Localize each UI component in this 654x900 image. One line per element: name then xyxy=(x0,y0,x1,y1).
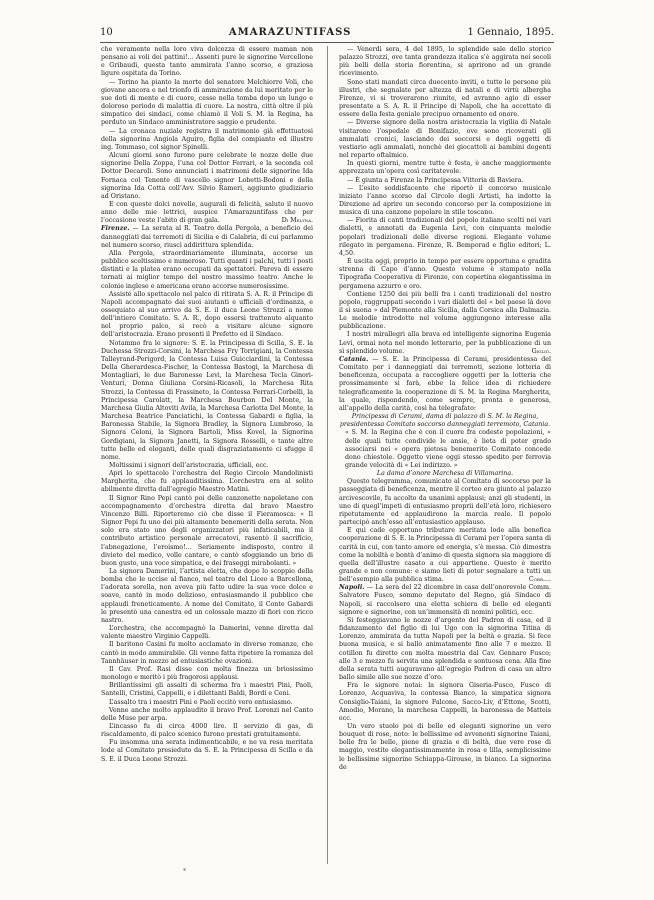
paragraph-text: E con queste dolci novelle, auguralì di felicità, saluto il nuovo anno delle mie lettrici, auspice l’Amarazuntifass che per l’occasione veste l’abito di gran gala. xyxy=(101,200,313,225)
right-column-paragraph xyxy=(339,429,551,470)
signature: Di Melyna. xyxy=(281,217,313,225)
paragraph-text: È uscita oggi, proprio in tempo per essere opportuna e gradita strenna di Capo d’anno. Questo volume è stampato nella Tipografia Cooperativa di Firenze, con copertina elegantissima in pergamena azzurro e oro. xyxy=(339,258,551,290)
left-column-paragraph xyxy=(101,79,313,128)
page-number: 10 xyxy=(100,27,113,38)
paragraph-text: Fra le signore notai: la signora Giseria-Fusco, Fusco di Lorenzo, Acquaviva, la contessa Bianco, la simpatica signora Consiglio-Taiani, la signore Falcone, Sacco-Liv, d’Ettone, Scotti, Amodio, Morano, la marchesa Cappelli, la baronessa de Matteis ecc. xyxy=(339,682,551,722)
left-column-paragraph xyxy=(101,340,313,462)
left-column-paragraph xyxy=(101,225,313,249)
right-column xyxy=(339,46,551,866)
paragraph-text: Alla Pergola, straordinariamente illuminata, accorse un pubblico sceltissimo e numeroso. Tutti quanti i palchi, tutti i posti distinti e la platea erano occupati da spettatori. Pareva di essere tornati ai miglior tempo del nostro massimo teatro. Anche le colonie inglese e americana erano accorse numerosissime. xyxy=(101,249,313,290)
paragraph-text: E qui cade opportuno tributare meritata lode alla benefica cooperazione di S. E. la Principessa di Cerami per l’opera santa di carità in cui, con tanto amore ed energia, s’è messa. Ciò dimostra come la nobiltà e bontà d’animo di questa signora sia maggiore di quella dell’illustre casato a cui appartiene. Questo è merito grande e non comune: e siamo lieti di poter segnalare a tutti un bell’esempio alla pubblica stima. xyxy=(339,527,551,584)
paragraph-text: Il baritono Casini fu molto acclamato in diverse romanze, che cantò in modo ammirabile. Gli venne fatta ripetere la romanza del Tannhäuser in mezzo ad entusiastiche ovazioni. xyxy=(101,641,313,665)
column-divider xyxy=(327,46,328,864)
left-column-paragraph xyxy=(101,723,313,739)
page-header xyxy=(100,27,554,41)
paragraph-text: Il Cav. Prof. Rasi disse con molta finezza un briosissimo monologo e meritò i più fragorosi applausi. xyxy=(101,665,313,682)
right-column-paragraph xyxy=(339,723,551,772)
paragraph-text: Un vero stuolo poi di belle ed eleganti signorine un vero bouquet di rose, noto: le bellissime ed avvenenti signorine Taiani, belle fra le belle, piene di grazia e di beltà, due vere rose di maggio, vestite elegantissimamente in rosa e lilla, semplicissime le bellissime signorine Schiappa-Girouse, in bianco. La signorina de xyxy=(339,722,551,771)
place-heading: Firenze. xyxy=(101,225,130,233)
left-column-paragraph xyxy=(101,739,313,763)
left-column-paragraph xyxy=(101,625,313,641)
paragraph-text: « S. M. la Regina che è con il cuore fra codeste popolazioni, « delle quali tutte condivide le ansie, è lieta di poter grado associarsi nei « opera pietosa benemerito Comitato concede dono chiestole. Oggetto viene oggi stesso spedito per ferrovia grande velocità di « Lei indirizzo. » xyxy=(345,429,551,469)
left-column-paragraph xyxy=(101,699,313,707)
right-column-paragraph xyxy=(339,217,551,258)
left-column-paragraph xyxy=(101,568,313,625)
footer-mark: * xyxy=(183,868,186,875)
paragraph-text: Fu insomma una serata indimenticabile, e ne va resa meritata lode al Comitato presieduto da S. E. la Principessa di Scilla e da S. E. il Duca Leone Strozzi. xyxy=(101,739,313,763)
paragraph-text: — Fiorita di canti tradizionali del popolo italiano scelti nei vari dialetti, e annotati da Eugenia Levi, con cinquanta melodie popolari tradizionali delle diverse regioni. Elegante volume rilegato in pergamena. Firenze, R. Bemporad e figlio editori; L. 4,50. xyxy=(339,217,551,257)
right-column-paragraph xyxy=(339,413,551,429)
left-column-paragraph xyxy=(101,462,313,470)
paragraph-text: — La sera del 22 dicembre in casa dell’onorevole Comm. Salvatore Fusco, sommo deputato del Regno, già Sindaco di Napoli, si raccolsero una eletta schiera di belle ed eleganti signore e signorine, con un’immensità di nomini politici, ecc. xyxy=(339,584,551,616)
issue-date: 1 Gennaio, 1895. xyxy=(467,27,554,38)
left-column-paragraph xyxy=(101,470,313,494)
place-heading: Catania. xyxy=(339,355,369,363)
right-column-paragraph xyxy=(339,527,551,584)
paragraph-text: Questo telegramma, comunicato al Comitato di soccorso per la passeggiata di beneficenza, mentre il corteo era giunto al palazzo arcivescovile, fu accolto da unanimi applausi; anzi gli studenti, in uno di quegl’impeti di entusiasmo proprii dell’età loro, richiesero ripetutamente ed applaudirono la marcia reale. Il popolo partecipò anch’esso all’entusiastico applauso. xyxy=(339,478,551,527)
right-column-paragraph xyxy=(339,478,551,527)
right-column-paragraph xyxy=(339,119,551,160)
place-heading: Napoli. xyxy=(339,584,365,592)
left-column-paragraph xyxy=(101,250,313,291)
paragraph-text: — Venerdì sera, 4 del 1895, lo splendide sale dello storico palazzo Strozzi, ove tanta grandezza italica s’è aggirata nei secoli più belli della storia fiorentina, si aprirono ad un grande ricevimento. xyxy=(339,46,551,78)
paragraph-text: che veramente nella loro viva dolcezza di essere maman non pensano ai voli dei pattini!... Assenti pure le signorine Vercellone e Gribaudi, questa tanto ammirata l’anno scorso, e graziosa ligure ospitata da Torino. xyxy=(101,46,313,78)
right-column-paragraph xyxy=(339,682,551,723)
paragraph-text: La dama d’onore Marchesa di Villamarina. xyxy=(376,470,514,478)
left-column-paragraph xyxy=(101,291,313,340)
paragraph-text: Assisté allo spettacolo nel palco di ritirata S. A. R. il Principe di Napoli accompagnato dai suoi aiutanti e ufficiali d’ordinanza, e ossequiato al suo arrivo da S. E. il duca Leone Strozzi a nome dell’intiero Comitato. S. A. R., dopo essersi trattenuto alquanto nel proprio palco, si recò a visitare alcune signore dell’aristocrazia. Erano presenti il Prefetto ed il Sindaco. xyxy=(101,290,313,339)
header-rule xyxy=(100,42,554,43)
paragraph-text: I nostri mirallegri alla brava ed intelligente signorina Eugenia Levi, ormai nota nel mondo letterario, per la pubblicazione di un sì splendido volume. xyxy=(339,331,551,355)
left-column-paragraph xyxy=(101,666,313,682)
paragraph-text: — La serata al R. Teatro della Pergola, a beneficio dei danneggiati dai terremoti di Sicilia e di Calabria, di cui parlammo nel numero scorso, riuscì addirittura splendida. xyxy=(101,225,313,249)
publication-title: AMARAZUNTIFASS xyxy=(228,27,352,38)
paragraph-text: L’orchestra, che accompagnò la Damerini, venne diretta dal valente maestro Virginio Cappelli. xyxy=(101,625,313,641)
paragraph-text: Alcuni giorni sono furono pure celebrate le nozze delle due signorine Della Zoppa, l’una col Dottor Ferrari, e la seconda col Dottor Decaroli. Sono annunciati i matrimoni delle signorine Ida Fornaca col Tenente di vascello signor Lobetti-Bodoni e della signorina Ida Cotta coll’Avv. Silvio Rameri, aggiunto giudiziario ad Oristano. xyxy=(101,152,313,200)
paragraph-text: Moltissimi i signori dell’aristocrazia, ufficiali, ecc. xyxy=(109,461,269,469)
left-column-paragraph xyxy=(101,641,313,665)
right-column-paragraph xyxy=(339,584,551,617)
right-column-paragraph xyxy=(339,160,551,176)
paragraph-text: — Torino ha pianto la morte del senatore Melchiorre Voli, che giovane ancora e nel trionfo di ammirazione da lui meritato per le sue doti di mente e di cuore, cesse nella tomba dopo un lungo e doloroso periodo di malattia di cuore. La nostra, città oltre il più simpatico dei sindaci, come chiamò il Voli S. M. la Regina, ha perduto un Sindaco amministratore saggio e prudente. xyxy=(101,78,313,127)
paragraph-text: — È giunta a Firenze la Principessa Vittoria di Baviera. xyxy=(347,176,524,184)
paragraph-text: Venne anche molto applaudito il bravo Prof. Lorenzi nel Canto delle Muse per arpa. xyxy=(101,706,313,722)
paragraph-text: — La cronaca nuziale registra il matrimonio già effettuatosi della signorina Angiola Aguiro, figlia del compianto ed illustre ing. Tommaso, col signor Spinelli. xyxy=(101,127,313,151)
right-column-paragraph xyxy=(339,617,551,682)
right-column-paragraph xyxy=(339,258,551,291)
paragraph-text: Si festeggiavano le nozze d’argento del Padron di casa, ed il fidanzamento del figlio di lui Ugo con la signorina Titina di Lorenzo, ammirata da tutta Napoli per la beltà e grazia. Si fece buona musica, e si ballò animatamente fino alle 7 e mezzo. Il cotillon fu diretto con molta maestria dal Cav. Gennaro Fusco; alle 3 e mezzo fu servita una splendida e sontuosa cena. Alla fine della serata tutti auguravano all’egregio Padron di casa un altro ballo simile alle sue nozze d’oro. xyxy=(339,616,551,682)
left-column-paragraph xyxy=(101,128,313,152)
paragraph-text: La signora Damerini, l’artista eletta, che dopo lo scoppio della bomba che le uccise al fianco, nel teatro del Liceo a Barcellona, l’adorata sorella, non aveva più fatto udire la sua voce dolce e soave, cantò in modo delizioso, entusiasmando il pubblico che applaudì freneticamente. A nome del Comitato, il Conte Gabardi le presentò una canestra ed un colossale mazzo di fiori con ricco nastro. xyxy=(101,568,313,624)
left-column-paragraph xyxy=(101,152,313,201)
paragraph-text: L’incasso fu di circa 4000 lire. Il servizio di gas, di riscaldamento, di palco scenico furono prestati gratuitamente. xyxy=(101,722,313,739)
paragraph-text: — Diverse signore della nostra aristocrazia la vigilia di Natale visitarono l’ospedale di Bonifazio, ove sono ricoverati gli ammalati cronici, lasciando dei soccorsi e degli oggetti di vestiario agli ammalati, nonchè dei giocattoli ai bambini degenti nel reparto oftalmico. xyxy=(339,119,551,160)
right-column-paragraph xyxy=(339,79,551,120)
signature: Gigliò. xyxy=(531,347,551,355)
right-column-paragraph xyxy=(339,46,551,79)
right-column-paragraph xyxy=(339,177,551,185)
left-column-paragraph xyxy=(101,46,313,79)
left-column-paragraph xyxy=(101,495,313,568)
paragraph-text: Contiene 1250 dei più belli fra i canti tradizionali del nostro popolo, raggruppati secondo i vari dialetti del « bel paese là dove il sì suona » dal Piemonte alla Sicilia, dalla Corsica alla Dalmazia. Le melodie introdotte nel volume aggiungono interesse alla pubblicazione. xyxy=(339,290,551,331)
right-column-paragraph xyxy=(339,470,551,478)
paragraph-text: Brillantissimi gli assalti di scherma fra i maestri Pini, Paoli, Santelli, Cristini, Cappelli, e i dilettanti Baldi, Bordi e Ceni. xyxy=(101,682,313,698)
left-column-paragraph xyxy=(101,707,313,723)
paragraph-text: Sono stati mandati circa duecento inviti, e tutte le persone più illustri, che segnalate per altezza di natali e di virtù albergha Firenze, vi si troverarono riunite, ed avranno agio di esser presentate a S. A. R. il Principe di Napoli, che ha accettato di essere della festa geniale precipuo ornamento ed onore. xyxy=(339,78,551,119)
paragraph-text: Notammo fra le signore: S. E. la Principessa di Scilla, S. E. la Duchessa Strozzi-Corsini, la Marchesa Fry Torrigiani, la Contessa Talleyrand-Perigord, la Contessa Luisa Guicciardini, la Contessa Della Gherardesca-Fischer, la Contessa Bastogi, la Marchesa di Montagliari, le due Baronesse Levi, la Marchesa Tecla Ginori-Venturi, Donna Giuliana Corsini-Ricasoli, la Marchesa Rita Strozzi, la Contessa di Frassineto, la Contessa Ferrari-Corbelli, la Principessa Carolatt, la Marchesa Bourbon Del Monte, la Marchesa Giulia Altoviti Avila, la Marchesa Carlotta Del Monte, la Marchesa Beatrice Panciatichi, la Contessa Gabardi e figlia, la Baronessa Stabile, la Signora Bradley, la Signora Lumbroso, la Signora Celoni, la Signora Bartoli, Miss Kovel, la Signorina Gordigiani, la Signora Janetti, la Signora Rosselli, e tante altre tutte belle ed eleganti, delle quali disgraziatamente ci sfugge il nome. xyxy=(101,339,313,461)
signature: Corr.... xyxy=(528,576,551,584)
paragraph-text: Principessa di Cerami, dama di palazzo di S. M. la Regina, presidentessa Comitato soccorso danneggiati terremoto, Catania. xyxy=(339,413,551,429)
right-column-paragraph xyxy=(339,291,551,332)
paragraph-text: L’assalto tra i maestri Pini e Paoli eccitò vero entusiasmo. xyxy=(109,698,293,706)
right-column-paragraph xyxy=(339,185,551,218)
paragraph-text: In questi giorni, mentre tutte è festa, è anche maggiormente apprezzata un’opera così caritatevole. xyxy=(339,160,551,176)
right-column-paragraph xyxy=(339,331,551,355)
paragraph-text: Il Signor Rino Pepi cantò poi delle canzonette napoletane con accompagnamento d’orchestra diretta dal bravo Maestro Vincenzo Billi. Riporteremo ciò che disse il Fieramosca: « Il Signor Pepi fu uno dei più altamente benemeriti della serata. Non solo era stato uno degli organizzatori più infaticabili, ma il contributo artistico personale arrecatovi, rasentò il sacrificio, l’abnegazione, l’eroismo!... Seriamente indisposto, contro il divieto del medico, volle cantare, e cantò sfoggiando un brio di buon gusto, una voce simpatica, e dei fraseggi mirabolanti. » xyxy=(101,494,313,567)
paragraph-text: — L’esito soddisfacente che riportò il concorso musicale iniziato l’anno scorso dal Circolo degli Artisti, ha indotto la Direzione ad aprire un secondo concorso per la composizione in musica di una canzone popolare in stile toscano. xyxy=(339,184,551,217)
right-column-paragraph xyxy=(339,356,551,413)
paragraph-text: Aprì lo spettacolo l’orchestra del Regio Circolo Mandolinisti Margherita, che fu applauditissima. L’orchestra era al solito abilmente diretta dall’egregio Maestro Matini. xyxy=(101,470,313,494)
left-column xyxy=(101,46,313,866)
left-column-paragraph xyxy=(101,682,313,698)
left-column-paragraph xyxy=(101,201,313,225)
paragraph-text: — S. E. la Principessa di Cerami, presidentessa del Comitato per i danneggiati dai terremoti, sezione lotteria di beneficenza, occupata a raccogliere oggetti per la lotteria che prossimamente si farà, ebbe la felice idea di richiedere telegraficamente la cooperazione di S. M. la Regina Margherita, la quale, rispondendo, come sempre, pronta e generosa, all’appello della carità, così ha telegrafato: xyxy=(339,355,551,412)
